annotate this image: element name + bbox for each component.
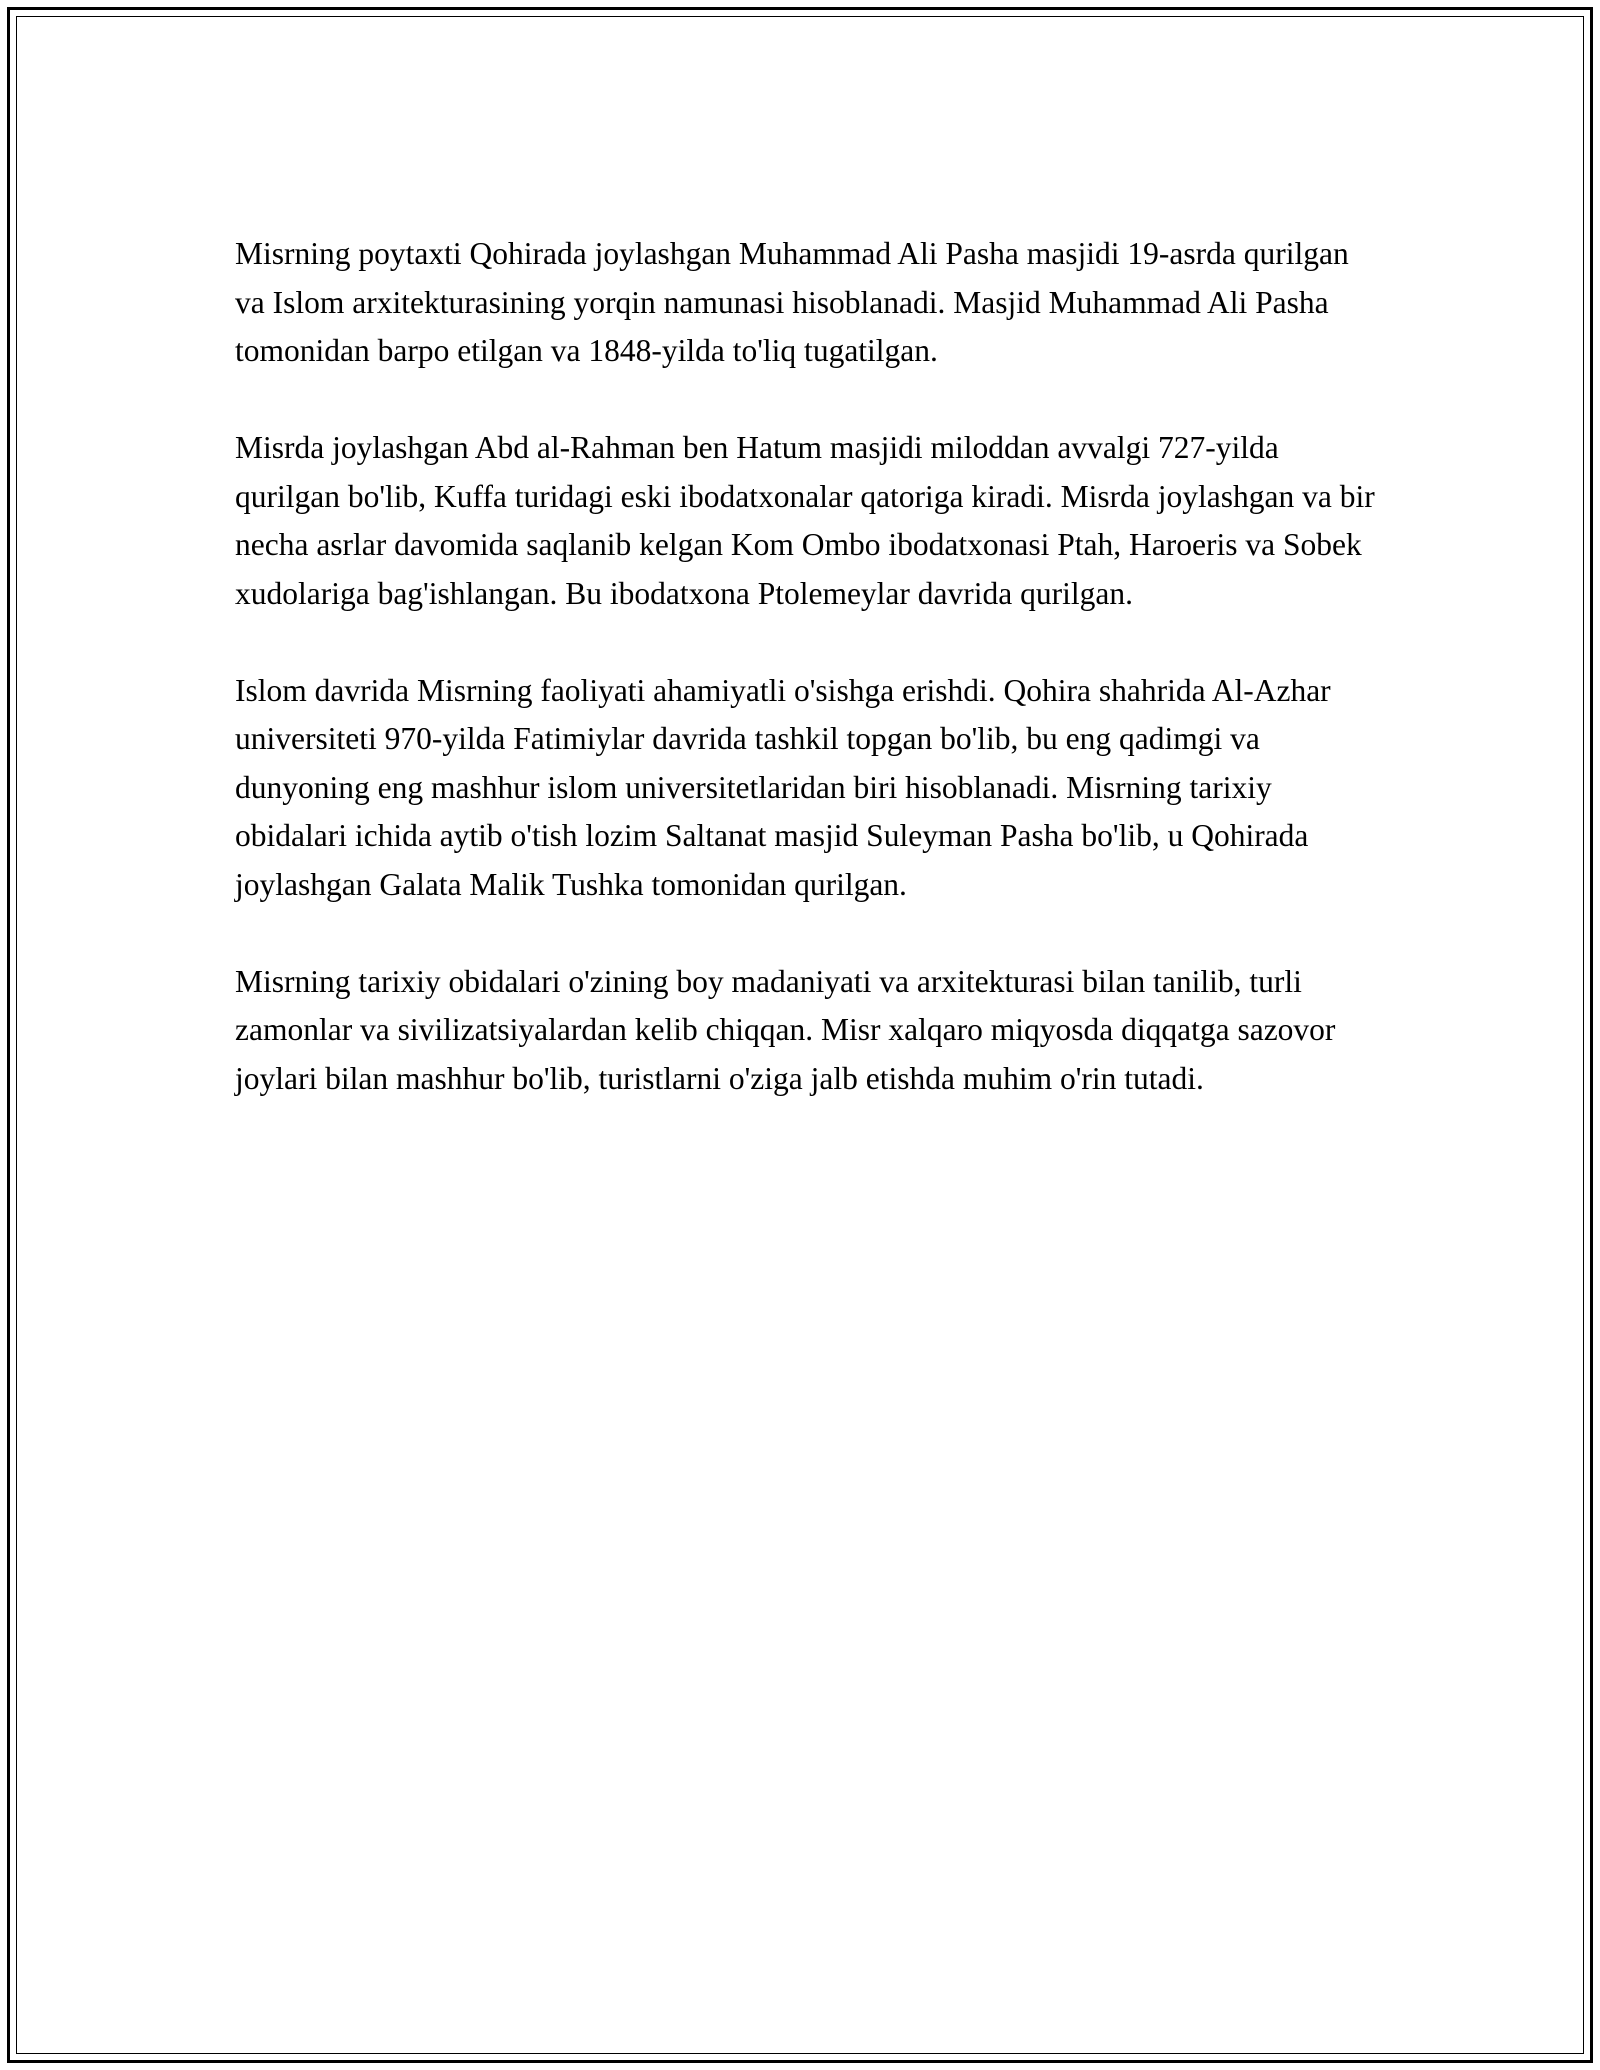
- paragraph-3: Islom davrida Misrning faoliyati ahamiyatli o'sishga erishdi. Qohira shahrida Al-Azhar universiteti 970-yilda Fatimiylar davrida tashkil topgan bo'lib, bu eng qadimgi va dunyoning eng mashhur islom universitetlaridan biri hisoblanadi. Misrning tarixiy obidalari ichida aytib o'tish lozim Saltanat masjid Suleyman Pasha bo'lib, u Qohirada joylashgan Galata Malik Tushka tomonidan qurilgan.: [235, 672, 1331, 902]
- document-body: [235, 230, 1375, 1152]
- paragraph-2: Misrda joylashgan Abd al-Rahman ben Hatum masjidi miloddan avvalgi 727-yilda qurilgan bo'lib, Kuffa turidagi eski ibodatxonalar qatoriga kiradi. Misrda joylashgan va bir necha asrlar davomida saqlanib kelgan Kom Ombo ibodatxonasi Ptah, Haroeris va Sobek xudolariga bag'ishlangan. Bu ibodatxona Ptolemeylar davrida qurilgan.: [235, 430, 1375, 611]
- paragraph-1: Misrning poytaxti Qohirada joylashgan Muhammad Ali Pasha masjidi 19-asrda qurilgan va Islom arxitekturasining yorqin namunasi hisoblanadi. Masjid Muhammad Ali Pasha tomonidan barpo etilgan va 1848-yilda to'liq tugatilgan.: [235, 236, 1349, 368]
- paragraph-4: Misrning tarixiy obidalari o'zining boy madaniyati va arxitekturasi bilan tanilib, turli zamonlar va sivilizatsiyalardan kelib chiqqan. Misr xalqaro miqyosda diqqatga sazovor joylari bilan mashhur bo'lib, turistlarni o'ziga jalb etishda muhim o'rin tutadi.: [235, 963, 1336, 1096]
